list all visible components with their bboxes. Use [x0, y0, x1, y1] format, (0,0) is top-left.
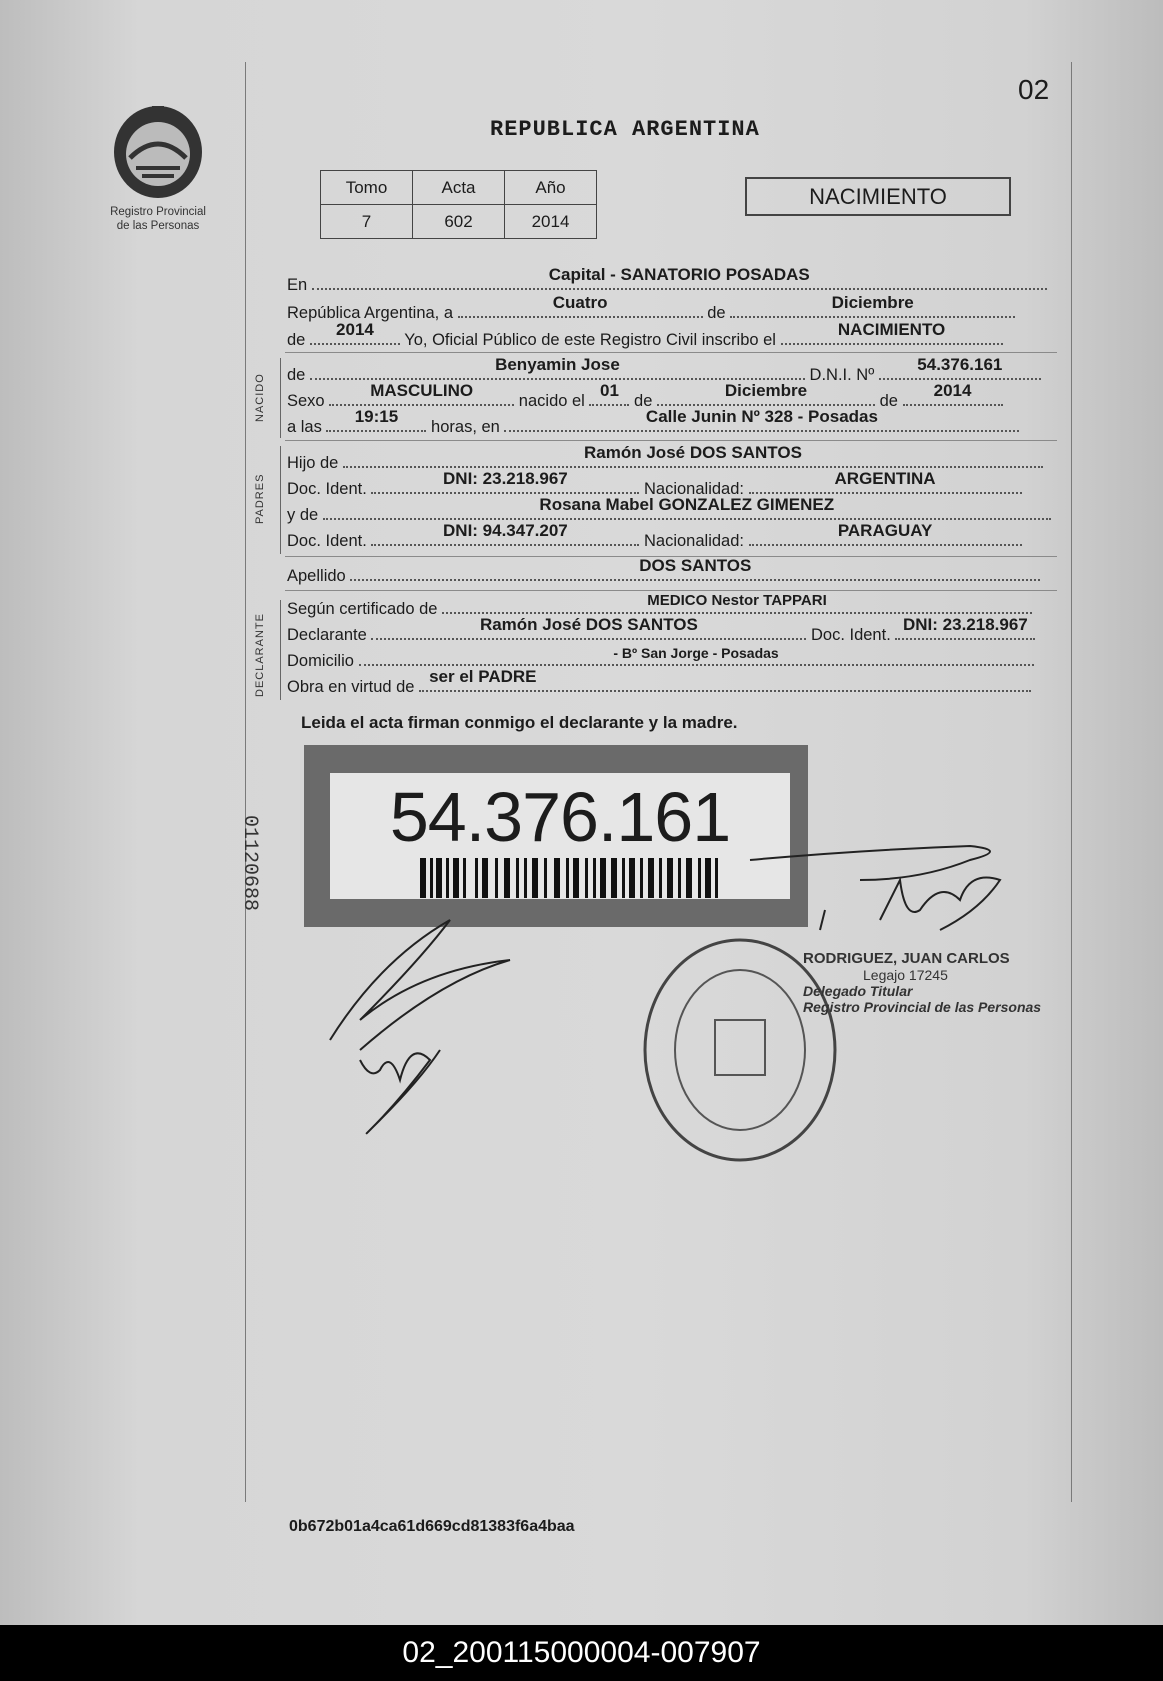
- birth-month-value: Diciembre: [724, 381, 808, 400]
- right-margin-line: [1071, 62, 1072, 1502]
- document-title: REPUBLICA ARGENTINA: [490, 117, 760, 142]
- barcode-number: 54.376.161: [389, 778, 731, 856]
- obra-label: Obra en virtud de: [287, 678, 415, 696]
- nacionalidad-label: Nacionalidad:: [643, 480, 744, 498]
- birth-day-value: 01: [599, 381, 619, 400]
- value-tomo: 7: [321, 205, 413, 239]
- doc-label: Doc. Ident.: [810, 626, 891, 644]
- sexo-value: MASCULINO: [370, 381, 474, 400]
- year-prefix: de: [287, 331, 306, 349]
- father-name-value: Ramón José DOS SANTOS: [584, 443, 802, 462]
- padres-section-label: PADRES: [254, 473, 266, 524]
- doc-label: Doc. Ident.: [287, 532, 367, 550]
- mother-name-value: Rosana Mabel GONZALEZ GIMENEZ: [539, 495, 835, 514]
- father-nationality-value: ARGENTINA: [834, 469, 936, 488]
- declarante-row-2: [287, 615, 1035, 646]
- registry-caption-1: Registro Provincial: [110, 206, 206, 218]
- yde-label: y de: [287, 506, 319, 524]
- obra-value: ser el PADRE: [429, 667, 537, 686]
- header-ano: Año: [505, 171, 597, 205]
- serial-number: 01120688: [238, 815, 261, 912]
- cert-value: MEDICO Nestor TAPPARI: [647, 592, 827, 609]
- year-value: 2014: [336, 320, 374, 339]
- month-value: Diciembre: [831, 293, 914, 312]
- declarante-doc-value: DNI: 23.218.967: [903, 615, 1028, 634]
- cert-label: Según certificado de: [287, 600, 438, 618]
- child-name-value: Benyamin Jose: [495, 355, 620, 374]
- mother-doc-value: DNI: 94.347.207: [443, 521, 568, 540]
- de-label: de: [287, 366, 306, 384]
- file-id: 02_200115000004-007907: [0, 1625, 1163, 1681]
- nacido-label: nacido el: [518, 392, 585, 410]
- apellido-value: DOS SANTOS: [639, 556, 752, 575]
- declarante-section-label: DECLARANTE: [254, 613, 266, 697]
- registrar-name: RODRIGUEZ, JUAN CARLOS: [803, 950, 1010, 967]
- padres-row-4: [287, 521, 1022, 552]
- registry-caption-2: de las Personas: [116, 220, 200, 232]
- hijo-label: Hijo de: [287, 454, 339, 472]
- declarant-signature-icon: [330, 920, 510, 1050]
- nacido-row-3: [287, 407, 1019, 438]
- birth-year-value: 2014: [933, 381, 972, 400]
- header-acta: Acta: [413, 171, 505, 205]
- declarante-label: Declarante: [287, 626, 367, 644]
- apellido-row: [287, 556, 1040, 587]
- intro-row-3: [287, 320, 1003, 351]
- apellido-label: Apellido: [287, 567, 346, 585]
- document-hash: 0b672b01a4ca61d669cd81383f6a4baa: [289, 1518, 575, 1535]
- header-tomo: Tomo: [321, 171, 413, 205]
- horas-label: horas, en: [431, 418, 500, 436]
- domicilio-value: - Bº San Jorge - Posadas: [613, 645, 779, 661]
- child-dni-value: 54.376.161: [917, 355, 1003, 374]
- time-value: 19:15: [354, 407, 399, 426]
- place-value: Capital - SANATORIO POSADAS: [548, 265, 810, 284]
- registrar-office: Registro Provincial de las Personas: [803, 999, 1042, 1015]
- left-margin-line: [245, 62, 246, 1502]
- value-acta: 602: [413, 205, 505, 239]
- domicilio-label: Domicilio: [287, 652, 354, 670]
- en-label: En: [287, 276, 308, 294]
- nacionalidad-label: Nacionalidad:: [643, 532, 744, 550]
- record-type-box: NACIMIENTO: [745, 177, 1011, 216]
- registrar-legajo: Legajo 17245: [863, 967, 948, 983]
- province-logo: [108, 100, 208, 233]
- de-label: de: [634, 392, 653, 410]
- oficial-text: Yo, Oficial Público de este Registro Civil inscribo el: [404, 331, 776, 349]
- declarante-name-value: Ramón José DOS SANTOS: [479, 615, 698, 634]
- mother-nationality-value: PARAGUAY: [837, 521, 933, 540]
- dni-label: D.N.I. Nº: [809, 366, 875, 384]
- father-doc-value: DNI: 23.218.967: [443, 469, 568, 488]
- day-word-value: Cuatro: [552, 293, 608, 312]
- de-label: de: [707, 304, 726, 322]
- birth-place-value: Calle Junin Nº 328 - Posadas: [645, 407, 878, 426]
- nacido-section-label: NACIDO: [254, 373, 266, 422]
- read-statement: Leida el acta firman conmigo el declarante y la madre.: [301, 713, 738, 732]
- registrar-signature-icon: [750, 846, 990, 880]
- record-table: [320, 170, 597, 239]
- act-value: NACIMIENTO: [837, 320, 946, 339]
- country-label: República Argentina, a: [287, 304, 454, 322]
- value-ano: 2014: [505, 205, 597, 239]
- alas-label: a las: [287, 418, 322, 436]
- doc-label: Doc. Ident.: [287, 480, 367, 498]
- de-label: de: [879, 392, 898, 410]
- sexo-label: Sexo: [287, 392, 325, 410]
- declarante-row-4: [287, 667, 1031, 698]
- page-number: 02: [1018, 74, 1050, 105]
- misiones-seal-icon: [108, 100, 208, 200]
- registrar-block: [803, 951, 1041, 1015]
- registrar-role: Delegado Titular: [803, 983, 913, 999]
